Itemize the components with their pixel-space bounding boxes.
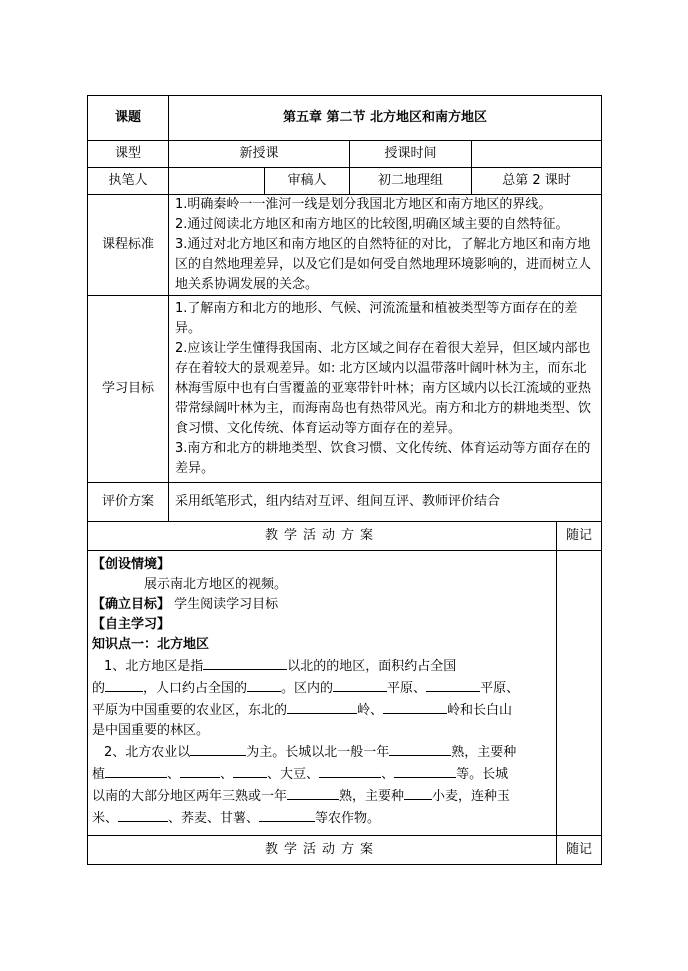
- author-row: [88, 168, 602, 195]
- period-count: 总第 2 课时: [472, 168, 602, 195]
- blank-13[interactable]: [319, 763, 381, 778]
- topic-row: [88, 96, 602, 141]
- blank-14[interactable]: [394, 763, 456, 778]
- lesson-plan-table: [87, 95, 602, 865]
- blank-9[interactable]: [389, 741, 451, 756]
- q1-text-h: 平原为中国重要的农业区，东北的: [92, 703, 288, 718]
- q1-text-j: 岭和长白山: [447, 703, 513, 718]
- evaluation-row: [88, 483, 602, 522]
- q1-text-b: 以北的的地区，面积约占全国: [287, 659, 457, 674]
- standard-content: [169, 195, 602, 296]
- q2-text-c: 熟，主要种: [451, 745, 517, 760]
- author-value: [169, 168, 265, 195]
- time-label: 授课时间: [350, 141, 472, 168]
- time-value: [472, 141, 602, 168]
- blank-18[interactable]: [259, 807, 315, 822]
- activity-header-title: 教学活动方案: [88, 522, 557, 551]
- standard-line-2: 2.通过阅读北方地区和南方地区的比较图,明确区域主要的自然特征。: [175, 217, 569, 232]
- blank-10[interactable]: [105, 763, 167, 778]
- question-1-line4: 是中国重要的林区。: [92, 723, 210, 738]
- q2-text-f: 、: [220, 767, 234, 782]
- q1-text-c: 的: [92, 681, 106, 696]
- type-row: [88, 141, 602, 168]
- goal-text: 学生阅读学习目标: [174, 597, 279, 612]
- question-2: [92, 741, 552, 763]
- blank-11[interactable]: [180, 763, 220, 778]
- blank-2[interactable]: [105, 677, 143, 692]
- blank-6[interactable]: [287, 699, 357, 714]
- q1-text-i: 岭、: [357, 703, 384, 718]
- blank-1[interactable]: [203, 655, 287, 670]
- q2-text-i: 等。长城: [456, 767, 509, 782]
- situation-text: 展示南北方地区的视频。: [144, 577, 288, 592]
- question-1: [92, 655, 552, 677]
- blank-4[interactable]: [333, 677, 387, 692]
- goal-line-3: 3.南方和北方的耕地类型、饮食习惯、文化传统、体育运动等方面存在的差异。: [175, 441, 591, 476]
- situation-label: 【创设情境】: [92, 557, 171, 572]
- q2-text-a: 2、北方农业以: [104, 745, 191, 760]
- activity-footer-row: [88, 836, 602, 865]
- goal-line-1: 1.了解南方和北方的地形、气候、河流流量和植被类型等方面存在的差异。: [175, 301, 578, 336]
- q2-text-g: 、大豆、: [267, 767, 320, 782]
- q1-text-f: 平原、: [387, 681, 427, 696]
- q1-text-g: 平原、: [480, 681, 520, 696]
- q2-text-m: 米、: [92, 811, 119, 826]
- q1-text-e: 。区内的: [281, 681, 334, 696]
- goal-line-2: 2.应该让学生懂得我国南、北方区域之间存在着很大差异，但区域内部也存在着较大的景观差异。如: 北方区域内以温带落叶阔叶林为主，而东北林海雪原中也有白雪覆盖的亚寒带针叶林；南方区域内以长江流域的亚热带常绿阔叶林为主，而海南岛也有热带风光。南方和北方的耕地类型、饮食习惯、文化传统、体育运动等方面存在的差异。: [175, 341, 592, 436]
- topic-label: 课题: [88, 96, 169, 141]
- q2-text-l: 小麦，连种玉: [432, 789, 511, 804]
- evaluation-value: 采用纸笔形式，组内结对互评、组间互评、教师评价结合: [169, 483, 602, 522]
- standard-label: 课程标准: [88, 195, 169, 296]
- q2-text-b: 为主。长城以北一般一年: [246, 745, 390, 760]
- standard-line-1: 1.明确秦岭一一淮河一线是划分我国北方地区和南方地区的界线。: [175, 197, 552, 212]
- blank-3[interactable]: [247, 677, 281, 692]
- q2-text-h: 、: [381, 767, 395, 782]
- author-label: 执笔人: [88, 168, 169, 195]
- evaluation-label: 评价方案: [88, 483, 169, 522]
- blank-15[interactable]: [287, 785, 339, 800]
- point1-heading: 知识点一：北方地区: [92, 637, 210, 652]
- self-study-label: 【自主学习】: [92, 617, 171, 632]
- q1-text-d: ，人口约占全国的: [143, 681, 248, 696]
- activity-notes-cell: [557, 551, 602, 836]
- blank-8[interactable]: [190, 741, 246, 756]
- question-2-line3: [92, 785, 552, 807]
- activity-header-notes: 随记: [557, 522, 602, 551]
- blank-12[interactable]: [233, 763, 267, 778]
- goals-label: 学习目标: [88, 296, 169, 483]
- q2-text-j: 以南的大部分地区两年三熟或一年: [92, 789, 288, 804]
- blank-16[interactable]: [404, 785, 432, 800]
- goals-row: [88, 296, 602, 483]
- blank-5[interactable]: [426, 677, 480, 692]
- q2-text-n: 、荞麦、甘薯、: [168, 811, 260, 826]
- blank-7[interactable]: [383, 699, 447, 714]
- goal-label: 【确立目标】: [92, 597, 171, 612]
- question-1-line3: [92, 699, 552, 721]
- reviewer-value: 初二地理组: [350, 168, 472, 195]
- question-2-line2: [92, 763, 552, 785]
- goal-heading: [92, 595, 552, 615]
- activity-body-row: [88, 551, 602, 836]
- q2-text-k: 熟，主要种: [339, 789, 405, 804]
- question-2-line4: [92, 807, 552, 829]
- situation-heading: [92, 555, 552, 575]
- q2-text-o: 等农作物。: [315, 811, 381, 826]
- q2-text-d: 植: [92, 767, 106, 782]
- lesson-plan-page: [87, 95, 601, 865]
- self-study-heading: [92, 615, 552, 635]
- page-title: 第五章 第二节 北方地区和南方地区: [169, 96, 602, 141]
- goals-content: [169, 296, 602, 483]
- activity-footer-notes: 随记: [557, 836, 602, 865]
- activity-header-row: [88, 522, 602, 551]
- question-1-line2: [92, 677, 552, 699]
- q2-text-e: 、: [167, 767, 181, 782]
- activity-content: [88, 551, 557, 836]
- reviewer-label: 审稿人: [265, 168, 350, 195]
- blank-17[interactable]: [118, 807, 168, 822]
- standard-line-3: 3.通过对北方地区和南方地区的自然特征的对比，了解北方地区和南方地区的自然地理差异，以及它们是如何受自然地理环境影响的，进而树立人地关系协调发展的关念。: [175, 237, 592, 292]
- q1-text-a: 1、北方地区是指: [104, 659, 204, 674]
- activity-footer-title: 教学活动方案: [88, 836, 557, 865]
- type-value: 新授课: [169, 141, 350, 168]
- standard-row: [88, 195, 602, 296]
- type-label: 课型: [88, 141, 169, 168]
